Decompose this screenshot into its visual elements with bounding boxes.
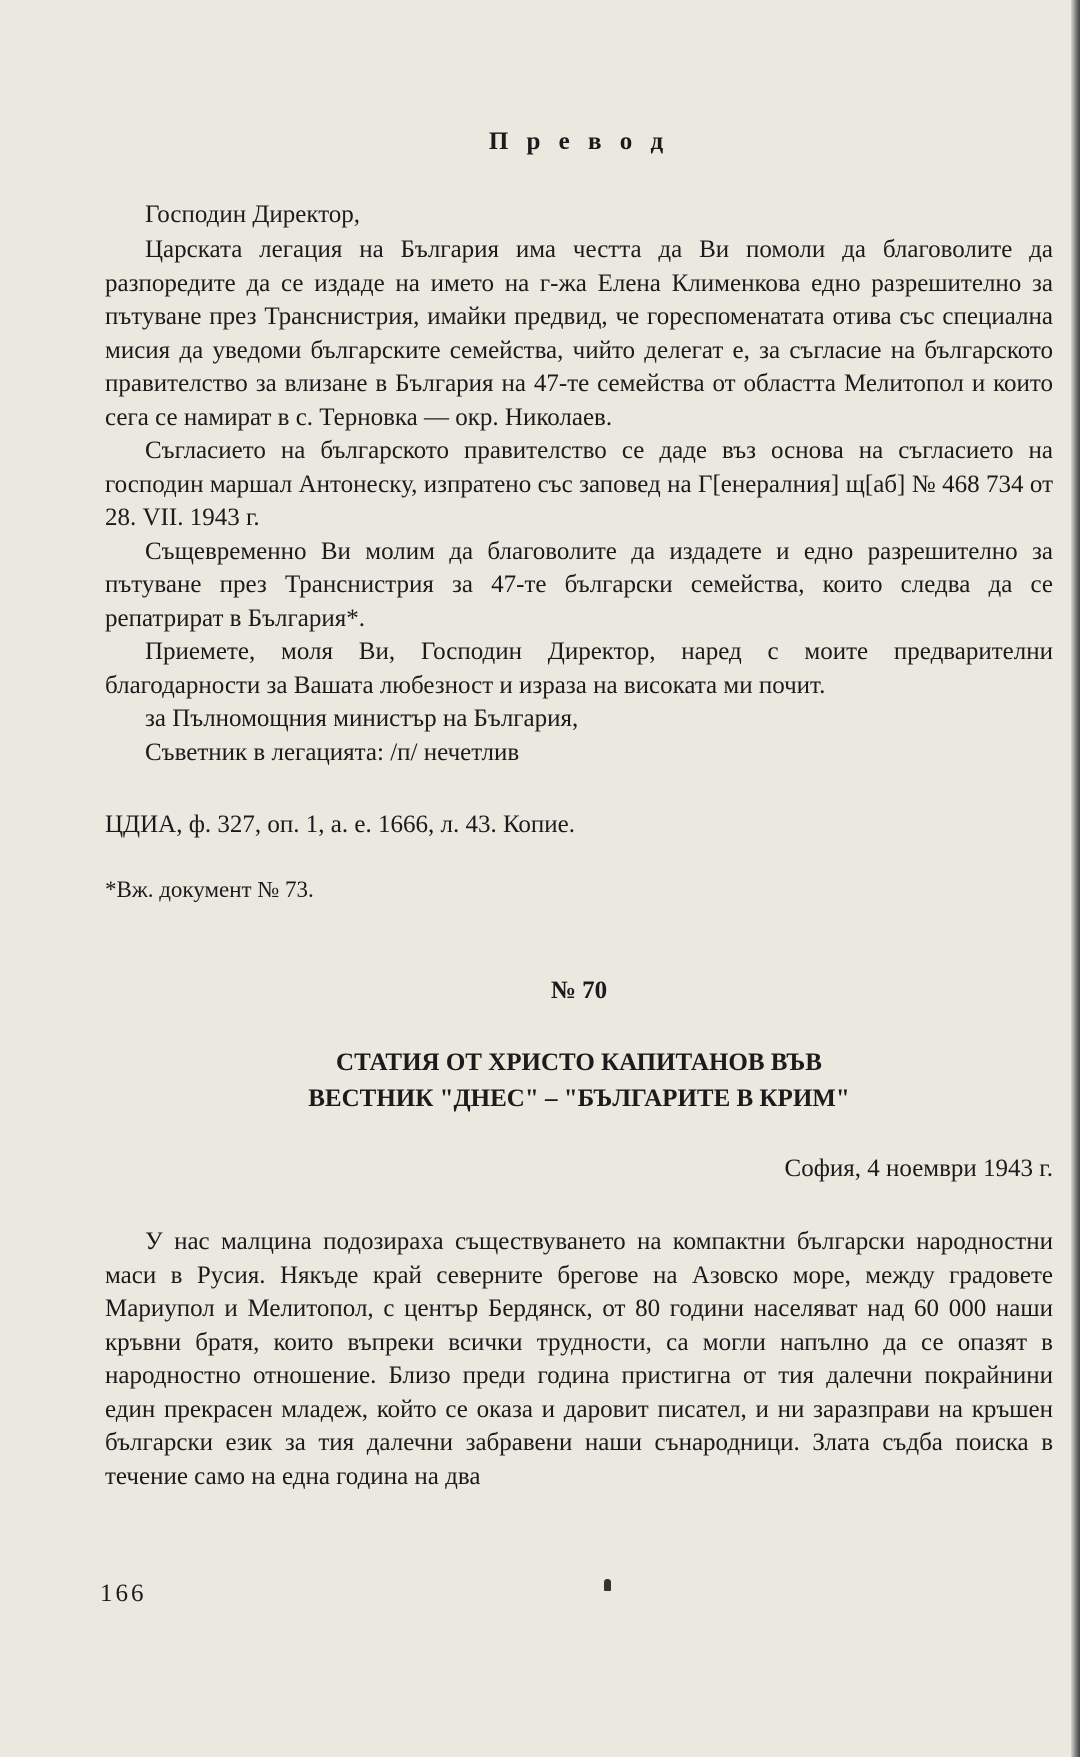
page-number: 166 — [100, 1580, 147, 1607]
article-body: У нас малцина подозираха съществуването на компактни български народностни маси в Русия. Някъде край северните брегове на Азовско море, между градовете Мариупол и Мелитопол, с център Бердянск, от 80 години населяват над 60 000 наши кръвни братя, които въпреки всички трудности, са могли напълно да се опазят в народностно отношение. Близо преди година пристигна от тия далечни покрайнини един прекрасен младеж, който се оказа и даровит писател, и ни заразправи на кръшен български език за тия далечни забравени наши сънародници. Злата съдба поиска в течение само на една година на два — [105, 1228, 1053, 1490]
document-number: № 70 — [550, 977, 608, 1004]
print-speck — [604, 1579, 611, 1591]
archive-source: ЦДИА, ф. 327, оп. 1, а. е. 1666, л. 43. Копие. — [105, 811, 575, 838]
letter-paragraph-1: Царската легация на България има честта да Ви помоли да благоволите да разпоредите да се издаде на името на г-жа Елена Клименкова едно разрешително за пътуване през Транснистрия, имайки предвид, че гореспоменатата отива със специална мисия да уведоми българските семейства, чийто делегат е, за съгласие на българското правителство за влизане в България на 47-те семейства от областта Мелитопол и които сега се намират в с. Терновка — окр. Николаев. — [105, 236, 1053, 431]
signature-line-1: за Пълномощния министър на България, — [145, 705, 579, 732]
document-title-line-2: ВЕСТНИК "ДНЕС" – "БЪЛГАРИТЕ В КРИМ" — [308, 1085, 850, 1112]
place-date: София, 4 ноември 1943 г. — [784, 1155, 1053, 1182]
document-title-line-1: СТАТИЯ ОТ ХРИСТО КАПИТАНОВ ВЪВ — [336, 1049, 822, 1076]
salutation: Господин Директор, — [145, 201, 361, 228]
translation-heading: П р е в о д — [488, 128, 670, 155]
letter-paragraph-3: Същевременно Ви молим да благоволите да издадете и едно разрешително за пътуване през Транснистрия за 47-те български семейства, които следва да се репатрират в България*. — [105, 537, 1053, 632]
page-edge-shadow — [1071, 0, 1080, 1757]
signature-line-2: Съветник в легацията: /п/ нечетлив — [145, 738, 520, 766]
page-content — [105, 128, 1053, 1493]
document-title — [105, 1045, 1053, 1117]
letter-paragraph-2: Съгласието на българското правителство се даде въз основа на съгласието на господин маршал Антонеску, изпратено със заповед на Г[енералния] щ[аб] № 468 734 от 28. VII. 1943 г. — [105, 437, 1053, 531]
letter-paragraph-4: Приемете, моля Ви, Господин Директор, наред с моите предварителни благодарности за Вашата любезност и израза на високата ми почит. — [105, 638, 1053, 699]
footnote: *Вж. документ № 73. — [105, 877, 314, 902]
